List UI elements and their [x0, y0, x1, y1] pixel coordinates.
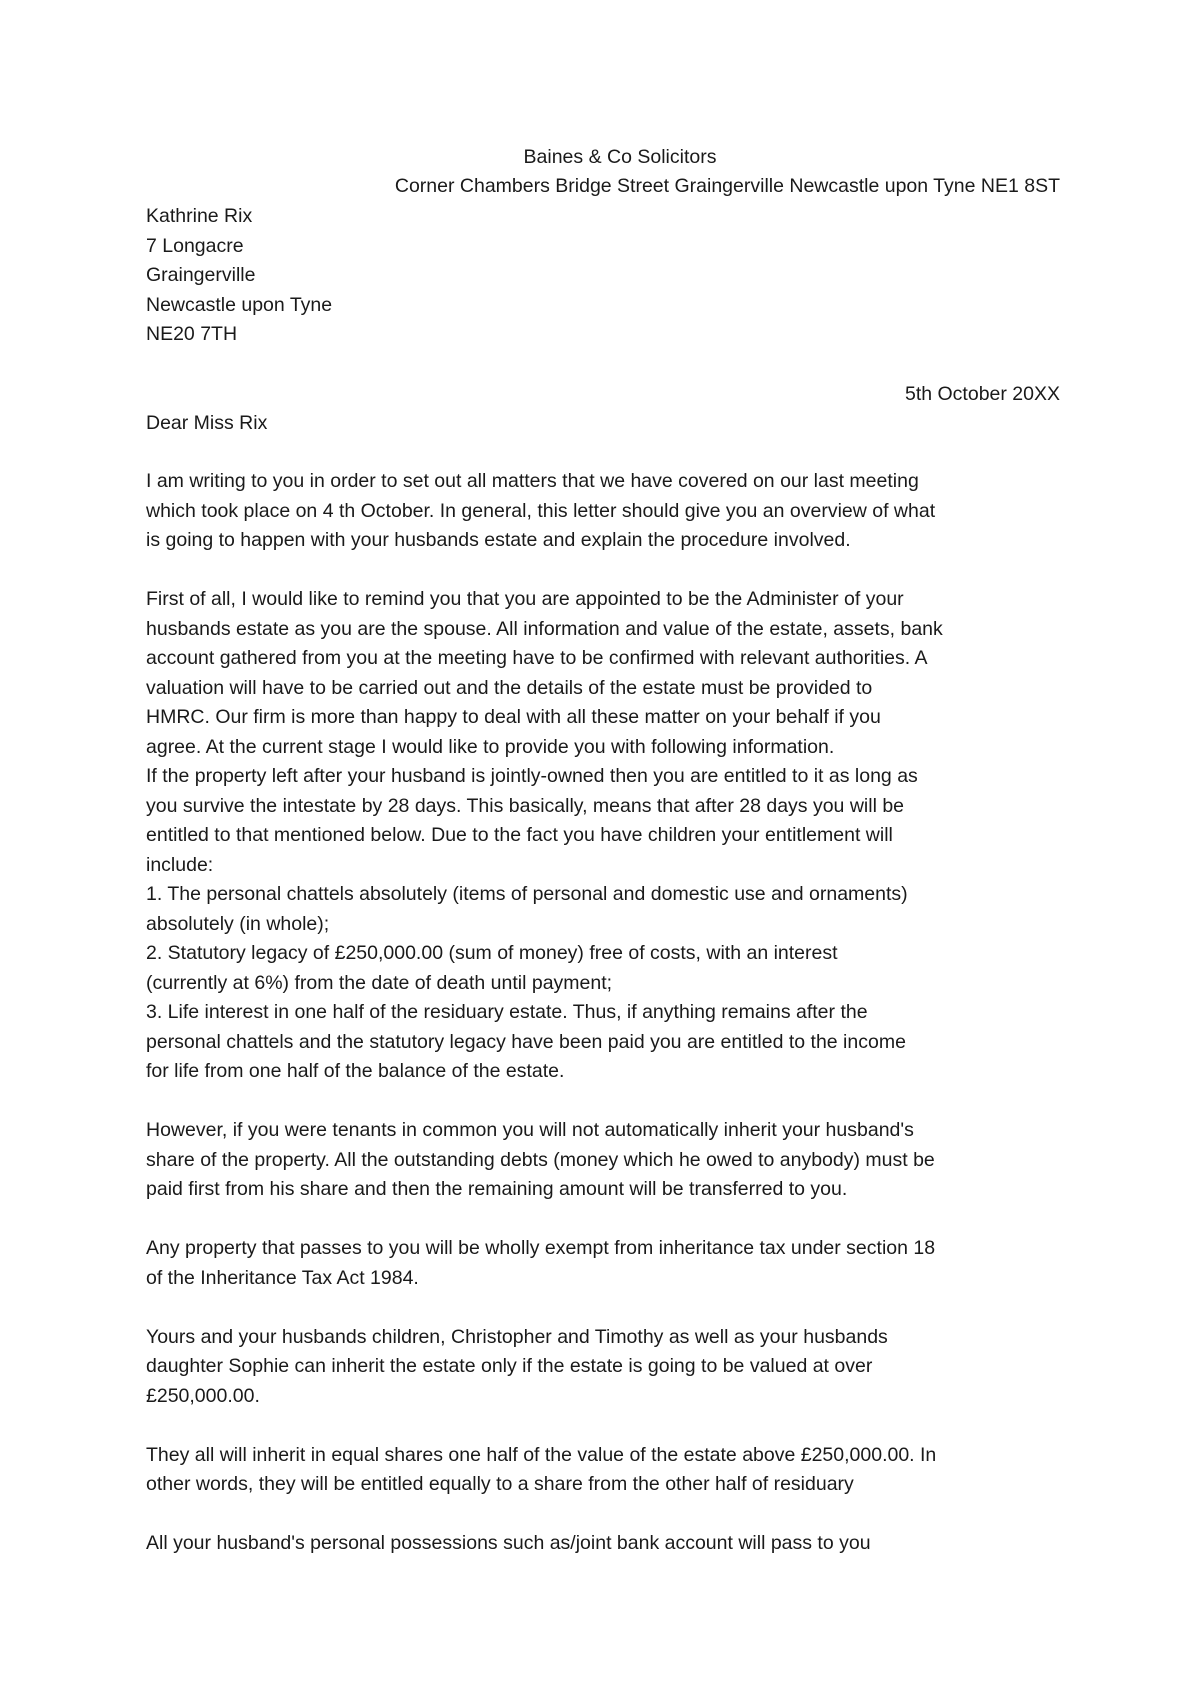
recipient-address — [146, 202, 1060, 350]
letter-body — [146, 467, 1060, 1559]
list-item-line: (currently at 6%) from the date of death until payment; — [146, 971, 613, 994]
paragraph — [146, 1441, 1060, 1500]
firm-name: Baines & Co Solicitors — [523, 146, 717, 168]
text-line: other words, they will be entitled equally to a share from the other half of residuary — [146, 1473, 854, 1495]
text-line: Any property that passes to you will be wholly exempt from inheritance tax under section 18 — [146, 1237, 936, 1259]
text-line: I am writing to you in order to set out all matters that we have covered on our last meeting — [146, 470, 919, 492]
recipient-town: Graingerville — [146, 264, 256, 286]
text-line: However, if you were tenants in common you will not automatically inherit your husband's — [146, 1119, 914, 1141]
list-item-line: personal chattels and the statutory legacy have been paid you are entitled to the income — [146, 1030, 906, 1053]
text-line: paid first from his share and then the remaining amount will be transferred to you. — [146, 1178, 848, 1200]
paragraph — [146, 1529, 1060, 1559]
text-line: include: — [146, 853, 214, 876]
text-line: husbands estate as you are the spouse. All information and value of the estate, assets, bank — [146, 617, 943, 640]
text-line: Yours and your husbands children, Christopher and Timothy as well as your husbands — [146, 1325, 888, 1348]
text-line: £250,000.00. — [146, 1384, 260, 1407]
recipient-postcode: NE20 7TH — [146, 323, 238, 345]
list-item-line: 1. The personal chattels absolutely (items of personal and domestic use and ornaments) — [146, 883, 908, 905]
text-line: of the Inheritance Tax Act 1984. — [146, 1266, 419, 1289]
firm-address: Corner Chambers Bridge Street Graingerville Newcastle upon Tyne NE1 8ST — [394, 175, 1060, 197]
text-line: share of the property. All the outstanding debts (money which he owed to anybody) must be — [146, 1148, 935, 1171]
list-item-line: absolutely (in whole); — [146, 912, 330, 935]
list-item-line: for life from one half of the balance of the estate. — [146, 1060, 565, 1082]
salutation: Dear Miss Rix — [146, 412, 268, 434]
text-line: They all will inherit in equal shares one half of the value of the estate above £250,000.00. In — [146, 1443, 937, 1466]
paragraph — [146, 585, 1060, 1087]
text-line: which took place on 4 th October. In general, this letter should give you an overview of what — [146, 499, 936, 522]
letter-date: 5th October 20XX — [904, 383, 1060, 405]
text-line: entitled to that mentioned below. Due to the fact you have children your entitlement will — [146, 824, 893, 846]
text-line: If the property left after your husband is jointly-owned then you are entitled to it as long as — [146, 765, 918, 787]
text-line: First of all, I would like to remind you that you are appointed to be the Administer of your — [146, 588, 904, 610]
paragraph — [146, 467, 1060, 556]
text-line: agree. At the current stage I would like to provide you with following information. — [146, 735, 835, 758]
list-item-line: 3. Life interest in one half of the residuary estate. Thus, if anything remains after the — [146, 1001, 868, 1023]
paragraph — [146, 1116, 1060, 1205]
text-line: account gathered from you at the meeting have to be confirmed with relevant authorities. A — [146, 647, 928, 669]
text-line: All your husband's personal possessions such as/joint bank account will pass to you — [146, 1532, 871, 1554]
text-line: HMRC. Our firm is more than happy to deal with all these matter on your behalf if you — [146, 706, 881, 728]
text-line: is going to happen with your husbands estate and explain the procedure involved. — [146, 529, 851, 551]
recipient-city: Newcastle upon Tyne — [146, 293, 333, 316]
paragraph — [146, 1234, 1060, 1293]
text-line: you survive the intestate by 28 days. This basically, means that after 28 days you will be — [146, 794, 905, 817]
text-line: valuation will have to be carried out and the details of the estate must be provided to — [146, 676, 873, 699]
text-line: daughter Sophie can inherit the estate only if the estate is going to be valued at over — [146, 1355, 873, 1377]
paragraph — [146, 1323, 1060, 1412]
list-item-line: 2. Statutory legacy of £250,000.00 (sum of money) free of costs, with an interest — [146, 942, 838, 964]
recipient-street: 7 Longacre — [146, 234, 244, 257]
recipient-name: Kathrine Rix — [146, 205, 253, 227]
